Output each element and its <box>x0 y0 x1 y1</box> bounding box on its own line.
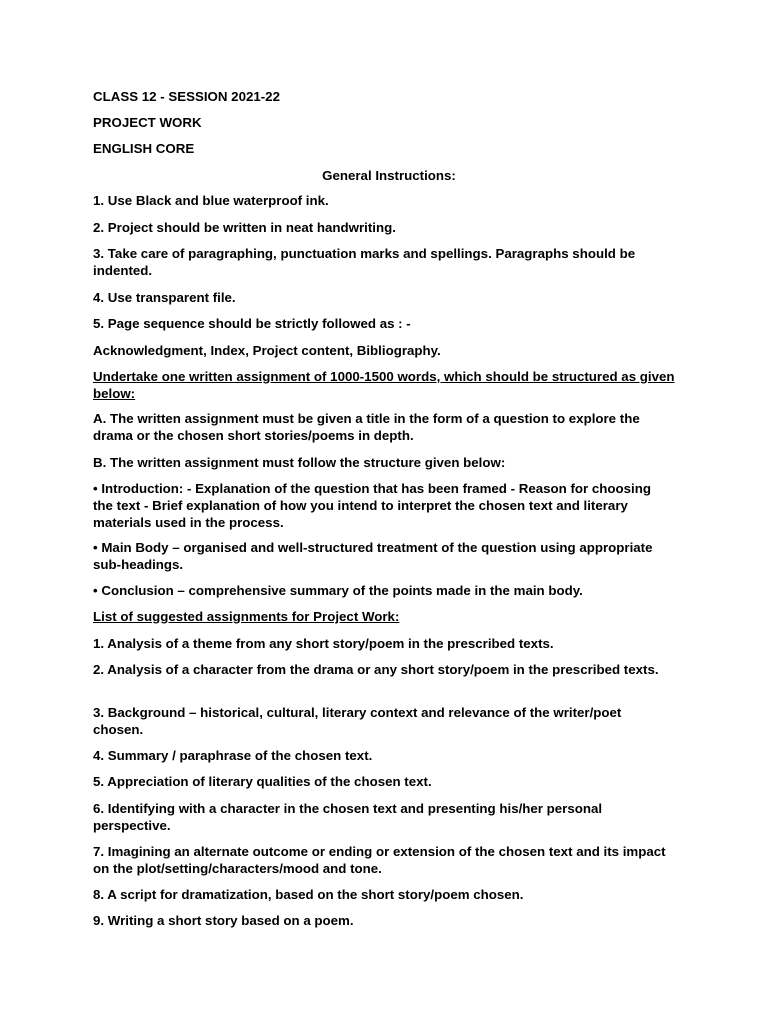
suggested-item: 2. Analysis of a character from the drama or any short story/poem in the prescribed texts. <box>93 662 659 677</box>
project-work-line: PROJECT WORK <box>93 115 202 130</box>
suggested-item: 7. Imagining an alternate outcome or ending or extension of the chosen text and its impact on the plot/setting/characters/mood and tone. <box>93 844 666 876</box>
instruction-item: 4. Use transparent file. <box>93 290 236 305</box>
assignment-heading: Undertake one written assignment of 1000-1500 words, which should be structured as given below: <box>93 369 675 401</box>
suggested-item: 5. Appreciation of literary qualities of the chosen text. <box>93 774 432 789</box>
subject-line: ENGLISH CORE <box>93 141 195 156</box>
instruction-item: 2. Project should be written in neat handwriting. <box>93 220 396 235</box>
instruction-item: 3. Take care of paragraphing, punctuation marks and spellings. Paragraphs should be indented. <box>93 246 636 278</box>
suggested-heading: List of suggested assignments for Project Work: <box>93 609 400 624</box>
assignment-point-b: B. The written assignment must follow the structure given below: <box>93 455 506 470</box>
suggested-item: 9. Writing a short story based on a poem. <box>93 913 354 928</box>
instruction-item: 1. Use Black and blue waterproof ink. <box>93 193 329 208</box>
assignment-point-a: A. The written assignment must be given a title in the form of a question to explore the drama or the chosen short stories/poems in depth. <box>93 411 640 443</box>
class-session-line: CLASS 12 - SESSION 2021-22 <box>93 89 280 104</box>
instruction-item: Acknowledgment, Index, Project content, Bibliography. <box>93 343 441 358</box>
instruction-item: 5. Page sequence should be strictly followed as : - <box>93 316 411 331</box>
suggested-item: 1. Analysis of a theme from any short story/poem in the prescribed texts. <box>93 636 554 651</box>
structure-bullet: • Introduction: - Explanation of the question that has been framed - Reason for choosing the text - Brief explanation of how you intend to interpret the chosen text and literary materials used in the process. <box>93 481 651 530</box>
suggested-item: 6. Identifying with a character in the chosen text and presenting his/her personal perspective. <box>93 801 603 833</box>
suggested-item: 3. Background – historical, cultural, literary context and relevance of the writer/poet chosen. <box>93 705 622 737</box>
general-instructions-heading: General Instructions: <box>322 168 456 183</box>
suggested-item: 8. A script for dramatization, based on the short story/poem chosen. <box>93 887 524 902</box>
structure-bullet: • Main Body – organised and well-structured treatment of the question using appropriate sub-headings. <box>93 540 653 572</box>
structure-bullet: • Conclusion – comprehensive summary of the points made in the main body. <box>93 583 583 598</box>
suggested-item: 4. Summary / paraphrase of the chosen text. <box>93 748 373 763</box>
